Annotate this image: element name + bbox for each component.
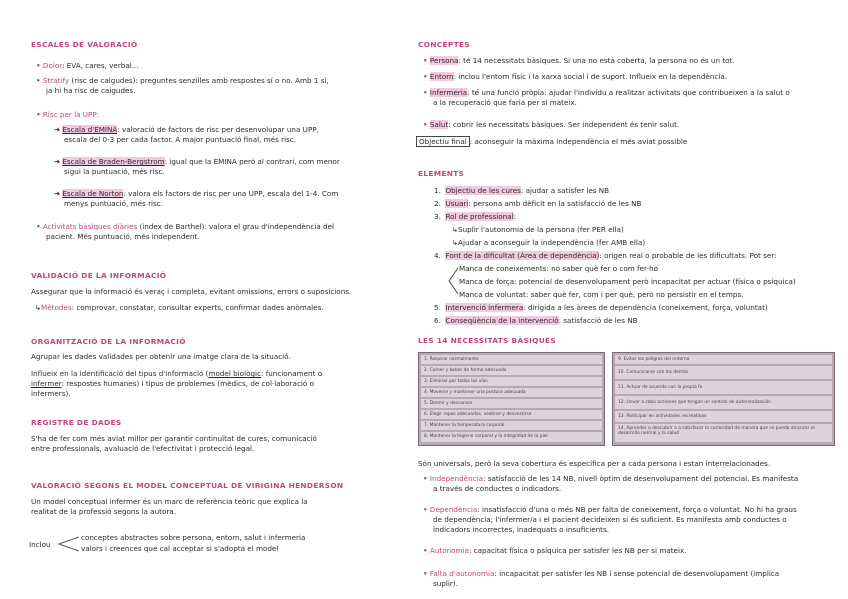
braden-item <box>54 157 340 167</box>
persona-label: Persona <box>429 56 459 65</box>
table-row: 7. Mantener la temperatura corporal <box>421 421 602 430</box>
activitats-label: Activitats bàsiques diàries <box>42 222 138 231</box>
necessitats-text: Són universals, però la seva cobertura és específica per a cada persona i estan interrelacionades. <box>418 459 771 468</box>
model-biologic: model biològic <box>208 369 261 378</box>
element-3: 3. Rol de professional: <box>434 212 517 221</box>
table-row: 6. Elegir ropas adecuadas, vestirse y desvestirse <box>421 410 602 419</box>
necessitats-table-1 <box>418 352 605 446</box>
autonomia-item: • Autonomia: capacitat física o psíquica per satisfer les NB per si mateix. <box>423 546 687 555</box>
table-row: 4. Moverse y mantener una postura adecuada <box>421 388 602 397</box>
table-row: 13. Participar en actividades recreativas <box>615 411 832 422</box>
dolor-label: Dolor <box>42 61 63 70</box>
dependencia-text3: indicadors incorrectes, inadequats o insuficients. <box>433 525 610 534</box>
entorn-item: • Entorn: inclou l'entorn físic i la xarxa social i de suport. Influeix en la dependència. <box>423 72 728 81</box>
element-4-sub2: Manca de força: potencial de desenvolupament però incapacitat per actuar (física o psíquica) <box>459 277 796 286</box>
organitzacio-text3: infermer: respostes humanes) i tipus de problemes (mèdics, de col·laboració o <box>31 379 314 388</box>
norton-item <box>54 189 338 199</box>
inclou-item-2: valors i creences que cal acceptar si s'adopta el model <box>81 544 279 553</box>
table-row: 12. Llevar a cabo acciones que tengan un sentido de autorrealización <box>615 396 832 409</box>
independencia-item: • Independència: satisfacció de les 14 NB, nivell òptim de desenvolupament del potencial. Es manifesta <box>423 474 799 483</box>
infermeria-text2: a la recuperació que faria per si mateix. <box>433 98 577 107</box>
validacio-title: VALIDACIÓ DE LA INFORMACIÓ <box>31 271 167 280</box>
curved-arrow-icon: ↳ <box>35 303 42 312</box>
table-row: 9. Evitar los peligros del entorno <box>615 355 832 364</box>
infermeria-label: Infermeria <box>429 88 468 97</box>
dependencia-text2: de dependència; l'infermer/a i el pacient decideixen si és suficient. Es manifesta amb conductes o <box>433 515 787 524</box>
norton-text1: : valora els factors de risc per una UPP, escala del 1-4. Com <box>123 189 339 198</box>
metodes-item <box>35 303 324 313</box>
henderson-text2: realitat de la professió segons la autora. <box>31 507 176 516</box>
table-row: 5. Dormir y descansar <box>421 399 602 408</box>
persona-item: • Persona: té 14 necessitats bàsiques. Si una no està coberta, la persona no és un tot. <box>423 56 735 65</box>
independencia-text2: a través de conductes o indicadors. <box>433 484 562 493</box>
emina-label: Escala d'EMINA <box>62 125 118 134</box>
registre-title: REGISTRE DE DADES <box>31 418 122 427</box>
emina-text1: : valoració de factors de risc per desenvolupar una UPP, <box>117 125 319 134</box>
element-4-sub3: Manca de voluntat: saber què fer, com i per què, però no persistir en el temps. <box>459 290 744 299</box>
metodes-text: : comprovar, constatar, consultar experts, confirmar dades anòmales. <box>71 303 324 312</box>
table-row: 10. Comunicarse con los demás <box>615 366 832 379</box>
table-row: 11. Actuar de acuerdo con la propia fe <box>615 381 832 394</box>
stratify-text2: ja hi ha risc de caigudes. <box>46 86 136 95</box>
dolor-text: : EVA, cares, verbal... <box>62 61 139 70</box>
salut-item: • Salut: cobrir les necessitats bàsiques. Ser independent és tenir salut. <box>423 120 680 129</box>
metodes-label: Mètodes <box>41 303 72 312</box>
objectiu-label: Objectiu final <box>416 136 470 147</box>
stratify-text1: (risc de caigudes): preguntes senzilles amb respostes sí o no. Amb 1 sí, <box>69 76 329 85</box>
braden-label: Escala de Braden-Bergstrom <box>62 157 165 166</box>
falta-autonomia-item: • Falta d'autonomia: incapacitat per satisfer les NB i sense potencial de desenvolupament (implica <box>423 569 780 578</box>
objectiu-item: Objectiu final : aconseguir la màxima independència el més aviat possible <box>416 137 687 147</box>
curved-arrow-icon: ↳ <box>452 225 459 234</box>
element-4: 4. Font de la dificultat (Àrea de dependència): origen real o probable de les dificultats. Pot ser: <box>434 251 777 260</box>
element-3-sub2: ↳Ajudar a aconseguir la independència (fer AMB ella) <box>452 238 646 247</box>
emina-text2: escala del 0-3 per cada factor. A major puntuació final, més risc. <box>64 135 297 144</box>
organitzacio-title: ORGANITZACIÓ DE LA INFORMACIÓ <box>31 337 186 346</box>
falta-autonomia-text2: suplir). <box>433 579 458 588</box>
activitats-text1: (índex de Barthel): valora el grau d'independència del <box>137 222 334 231</box>
henderson-title: VALORACIÓ SEGONS EL MODEL CONCEPTUAL DE VIRIGINA HENDERSON <box>31 481 344 490</box>
element-4-sub1: Manca de coneixements: no saber què fer o com fer-ho <box>459 264 659 273</box>
entorn-label: Entorn <box>429 72 454 81</box>
dolor-item: • Dolor: EVA, cares, verbal... <box>36 61 139 70</box>
table-row: 3. Eliminar por todas las vías <box>421 377 602 386</box>
upp-item: • Risc per la UPP: <box>36 110 100 119</box>
arrow-right-icon: ➜ <box>54 189 61 198</box>
emina-item <box>54 125 319 135</box>
validacio-text: Assegurar que la informació és veraç i completa, evitant omissions, errors o suposicions. <box>31 287 352 296</box>
stratify-label: Stratify <box>42 76 70 85</box>
curved-arrow-icon: ↳ <box>452 238 459 247</box>
brace-icon <box>446 264 460 298</box>
table-row: 2. Comer y beber de forma adecuada <box>421 366 602 375</box>
registre-text2: entre professionals, avaluació de l'efectivitat i protecció legal. <box>31 444 255 453</box>
arrow-right-icon: ➜ <box>54 157 61 166</box>
table-row: 14. Aprender a descubrir o a satisfacer la curiosidad de manera que se pueda alcanzar el desarrollo normal y la salud <box>615 424 832 442</box>
activitats-text2: pacient. Més puntuació, més independent. <box>46 232 200 241</box>
activitats-item: • Activitats bàsiques diàries (índex de Barthel): valora el grau d'independència del <box>36 222 334 231</box>
inclou-item-1: conceptes abstractes sobre persona, entorn, salut i infermeria <box>81 533 306 542</box>
organitzacio-text: Agrupar les dades validades per obtenir una imatge clara de la situació. <box>31 352 291 361</box>
braden-text1: : igual que la EMINA però al contrari, com menor <box>164 157 340 166</box>
upp-label: Risc per la UPP: <box>42 110 100 119</box>
element-6: 6. Conseqüència de la intervenció: satisfacció de les NB <box>434 316 638 325</box>
escales-title: ESCALES DE VALORACIÓ <box>31 40 138 49</box>
table-row: 1. Respirar normalmente <box>421 355 602 364</box>
necessitats-title: LES 14 NECESSITATS BÀSIQUES <box>418 336 557 345</box>
element-2: 2. Usuari: persona amb dèficit en la satisfacció de les NB <box>434 199 642 208</box>
organitzacio-text2: Influeix en la identificació del tipus d'informació (model biològic: funcionament o <box>31 369 323 378</box>
stratify-item: • Stratify (risc de caigudes): preguntes senzilles amb respostes sí o no. Amb 1 sí, <box>36 76 329 85</box>
element-3-sub1: ↳Suplir l'autonomia de la persona (fer PER ella) <box>452 225 624 234</box>
table-row: 8. Mantener la higiene corporal y la integridad de la piel <box>421 432 602 442</box>
infermer-label: infermer <box>31 379 62 388</box>
salut-label: Salut <box>429 120 449 129</box>
conceptes-title: CONCEPTES <box>418 40 470 49</box>
registre-text1: S'ha de fer com més aviat millor per garantir continuïtat de cures, comunicació <box>31 434 317 443</box>
norton-text2: menys puntuació, més risc. <box>64 199 164 208</box>
braden-text2: sigui la puntuació, més risc. <box>64 167 165 176</box>
infermeria-item: • Infermeria: té una funció pròpia: ajudar l'individu a realitzar activitats que contribueixen a la salut o <box>423 88 790 97</box>
necessitats-table-2 <box>612 352 835 446</box>
element-5: 5. Intervenció infermera: dirigida a les àrees de dependència (coneixement, força, voluntat) <box>434 303 768 312</box>
henderson-text1: Un model conceptual infermer és un marc de referència teòric que explica la <box>31 497 308 506</box>
arrow-right-icon: ➜ <box>54 125 61 134</box>
norton-label: Escala de Norton <box>62 189 124 198</box>
inclou-label: Inclou <box>29 540 51 549</box>
element-1: 1. Objectiu de les cures: ajudar a satisfer les NB <box>434 186 610 195</box>
elements-title: ELEMENTS <box>418 169 465 178</box>
brace-icon <box>55 533 81 555</box>
organitzacio-text4: infermers). <box>31 389 71 398</box>
dependencia-item: • Dependència: insatisfacció d'una o més NB per falta de coneixement, força o voluntat. No hi ha graus <box>423 505 797 514</box>
